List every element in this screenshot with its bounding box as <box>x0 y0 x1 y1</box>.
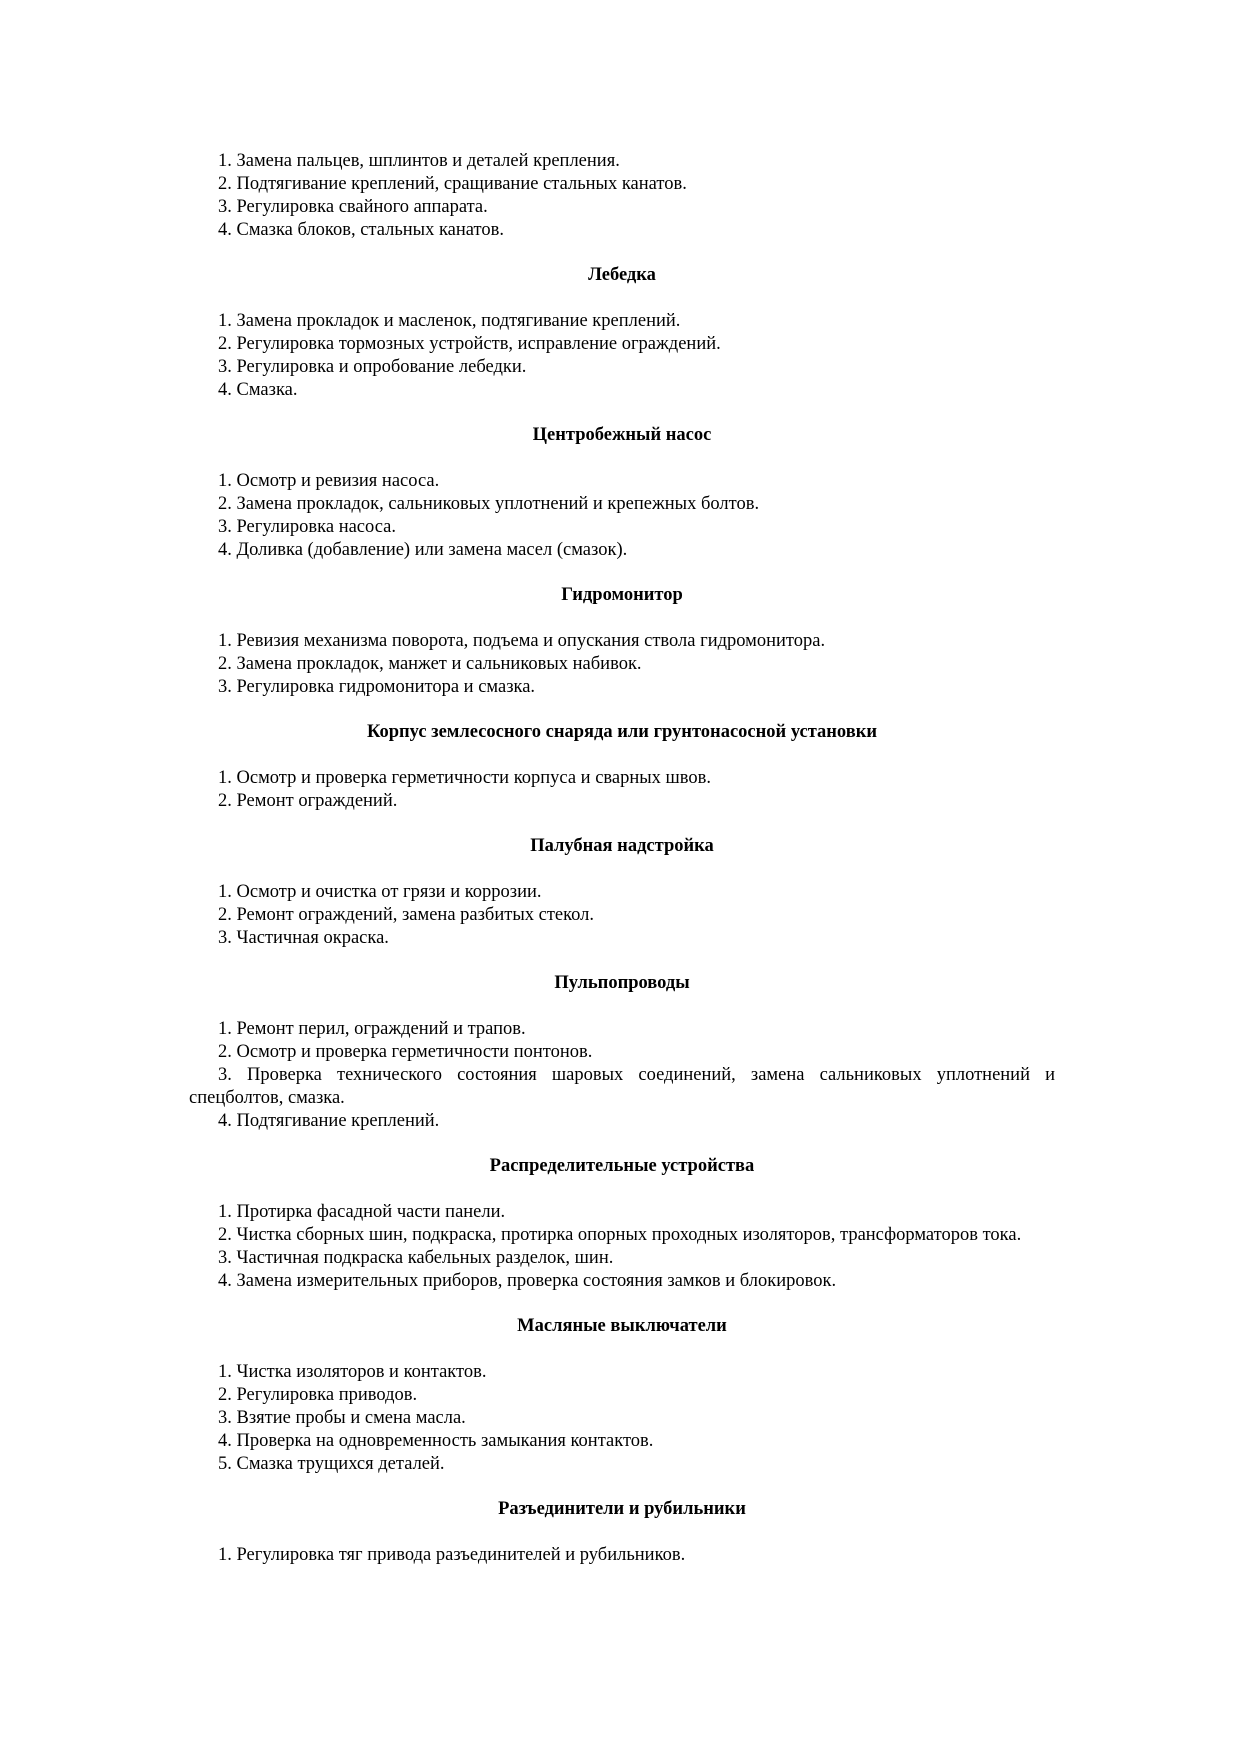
document-body <box>189 150 1055 1567</box>
list-item: 4. Доливка (добавление) или замена масел (смазок). <box>218 540 628 560</box>
section-heading: Гидромонитор <box>561 585 683 605</box>
list-item: 2. Замена прокладок, сальниковых уплотнений и крепежных болтов. <box>218 494 760 514</box>
list-item: 2. Регулировка тормозных устройств, исправление ограждений. <box>218 334 721 354</box>
section-heading: Масляные выключатели <box>517 1316 727 1336</box>
list-item: 2. Осмотр и проверка герметичности понтонов. <box>218 1042 593 1062</box>
section-heading: Разъединители и рубильники <box>498 1499 746 1519</box>
list-item: 2. Чистка сборных шин, подкраска, протирка опорных проходных изоляторов, трансформаторов тока. <box>218 1225 1022 1245</box>
list-item: 1. Замена прокладок и масленок, подтягивание креплений. <box>218 311 681 331</box>
list-item: 2. Ремонт ограждений. <box>218 791 398 811</box>
section-heading: Пульпопроводы <box>554 973 690 993</box>
section-pile-driver <box>189 150 1055 242</box>
section-heading: Центробежный насос <box>532 425 712 445</box>
section-heading: Палубная надстройка <box>530 836 714 856</box>
list-item: 1. Осмотр и очистка от грязи и коррозии. <box>218 882 542 902</box>
section-dredger-hull <box>189 721 1055 813</box>
list-item: 4. Смазка. <box>218 380 298 400</box>
section-switchgear <box>189 1155 1055 1293</box>
section-heading: Распределительные устройства <box>489 1156 755 1176</box>
section-hydromonitor <box>189 584 1055 699</box>
section-disconnectors <box>189 1498 1055 1567</box>
list-item: 3. Регулировка и опробование лебедки. <box>218 357 527 377</box>
section-oil-breakers <box>189 1315 1055 1476</box>
list-item: 1. Протирка фасадной части панели. <box>218 1202 506 1222</box>
list-item: 3. Частичная подкраска кабельных разделок, шин. <box>218 1248 614 1268</box>
list-item: 3. Регулировка насоса. <box>218 517 396 537</box>
list-item: 3. Регулировка свайного аппарата. <box>218 197 488 217</box>
list-item: 5. Смазка трущихся деталей. <box>218 1454 445 1474</box>
list-item: 3. Взятие пробы и смена масла. <box>218 1408 466 1428</box>
section-heading: Корпус землесосного снаряда или грунтонасосной установки <box>366 722 878 742</box>
list-item: 4. Замена измерительных приборов, проверка состояния замков и блокировок. <box>218 1271 837 1291</box>
list-item: 4. Проверка на одновременность замыкания контактов. <box>218 1431 654 1451</box>
list-item: 1. Регулировка тяг привода разъединителей и рубильников. <box>218 1545 686 1565</box>
list-item: 1. Чистка изоляторов и контактов. <box>218 1362 487 1382</box>
list-item: 3. Проверка технического состояния шаровых соединений, замена сальниковых уплотнений и спецболтов, смазка. <box>189 1065 1055 1108</box>
list-item: 2. Ремонт ограждений, замена разбитых стекол. <box>218 905 595 925</box>
list-item: 3. Частичная окраска. <box>218 928 389 948</box>
section-deck-superstructure <box>189 835 1055 950</box>
section-heading: Лебедка <box>588 265 656 285</box>
list-item: 1. Осмотр и ревизия насоса. <box>218 471 440 491</box>
section-winch <box>189 264 1055 402</box>
list-item: 4. Смазка блоков, стальных канатов. <box>218 220 504 240</box>
list-item: 2. Регулировка приводов. <box>218 1385 418 1405</box>
list-item: 2. Замена прокладок, манжет и сальниковых набивок. <box>218 654 642 674</box>
list-item: 1. Осмотр и проверка герметичности корпуса и сварных швов. <box>218 768 712 788</box>
list-item: 2. Подтягивание креплений, сращивание стальных канатов. <box>218 174 687 194</box>
list-item: 1. Ремонт перил, ограждений и трапов. <box>218 1019 526 1039</box>
list-item: 3. Регулировка гидромонитора и смазка. <box>218 677 536 697</box>
list-item: 1. Замена пальцев, шплинтов и деталей крепления. <box>218 151 620 171</box>
list-item: 1. Ревизия механизма поворота, подъема и опускания ствола гидромонитора. <box>218 631 826 651</box>
section-slurry-pipelines <box>189 972 1055 1133</box>
list-item: 4. Подтягивание креплений. <box>218 1111 440 1131</box>
section-centrifugal-pump <box>189 424 1055 562</box>
